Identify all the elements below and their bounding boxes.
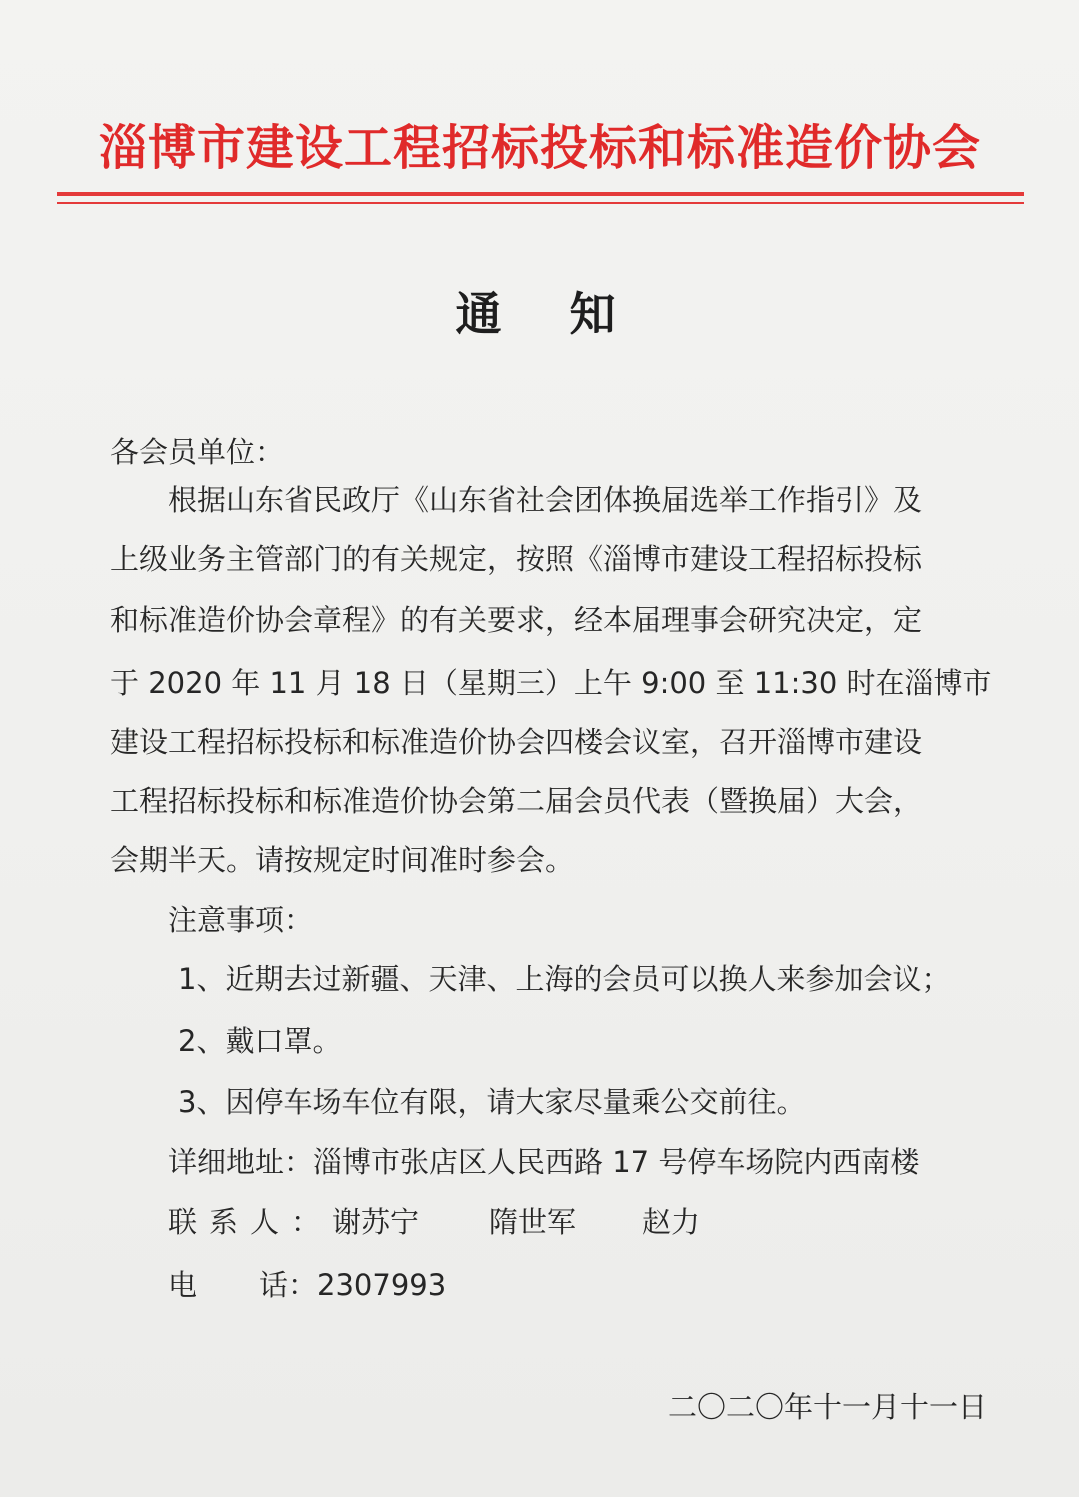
- document-title: 通 知: [455, 287, 642, 341]
- phone-label-char1: 电: [168, 1268, 198, 1302]
- body-line-2: 上级业务主管部门的有关规定，按照《淄博市建设工程招标投标: [110, 542, 923, 576]
- contact-name-1: 谢苏宁: [332, 1205, 420, 1239]
- organization-header: 淄博市建设工程招标投标和标准造价协会: [98, 120, 981, 176]
- body-line-3: 和标准造价协会章程》的有关要求，经本届理事会研究决定，定: [110, 603, 923, 637]
- note-item-1: 1、近期去过新疆、天津、上海的会员可以换人来参加会议；: [178, 962, 951, 996]
- phone-row: [168, 1263, 446, 1307]
- note-item-3: 3、因停车场车位有限，请大家尽量乘公交前往。: [178, 1085, 806, 1119]
- note-item-2: 2、戴口罩。: [178, 1024, 342, 1058]
- body-line-4: 于 2020 年 11 月 18 日（星期三）上午 9:00 至 11:30 时在淄博市: [110, 666, 992, 700]
- phone-value: 2307993: [317, 1268, 447, 1302]
- contacts-row: [168, 1200, 700, 1244]
- contacts-label: 联系人：: [168, 1205, 333, 1239]
- body-line-7: 会期半天。请按规定时间准时参会。: [110, 843, 575, 877]
- address-row: [168, 1140, 919, 1184]
- body-line-1: 根据山东省民政厅《山东省社会团体换届选举工作指引》及: [168, 483, 923, 517]
- body-line-6: 工程招标投标和标准造价协会第二届会员代表（暨换届）大会，: [110, 784, 923, 818]
- header-red-rule-thick: [57, 192, 1024, 196]
- contact-name-3: 赵力: [642, 1205, 701, 1239]
- salutation: 各会员单位：: [110, 435, 285, 469]
- body-line-5: 建设工程招标投标和标准造价协会四楼会议室，召开淄博市建设: [110, 725, 923, 759]
- address-value: 淄博市张店区人民西路 17 号停车场院内西南楼: [313, 1145, 920, 1179]
- issue-date: 二〇二〇年十一月十一日: [667, 1390, 987, 1424]
- header-red-rule-thin: [57, 202, 1024, 204]
- phone-label-char2: 话：: [259, 1268, 318, 1302]
- contact-name-2: 隋世军: [489, 1205, 577, 1239]
- address-label: 详细地址：: [168, 1145, 314, 1179]
- notes-heading: 注意事项：: [168, 903, 314, 937]
